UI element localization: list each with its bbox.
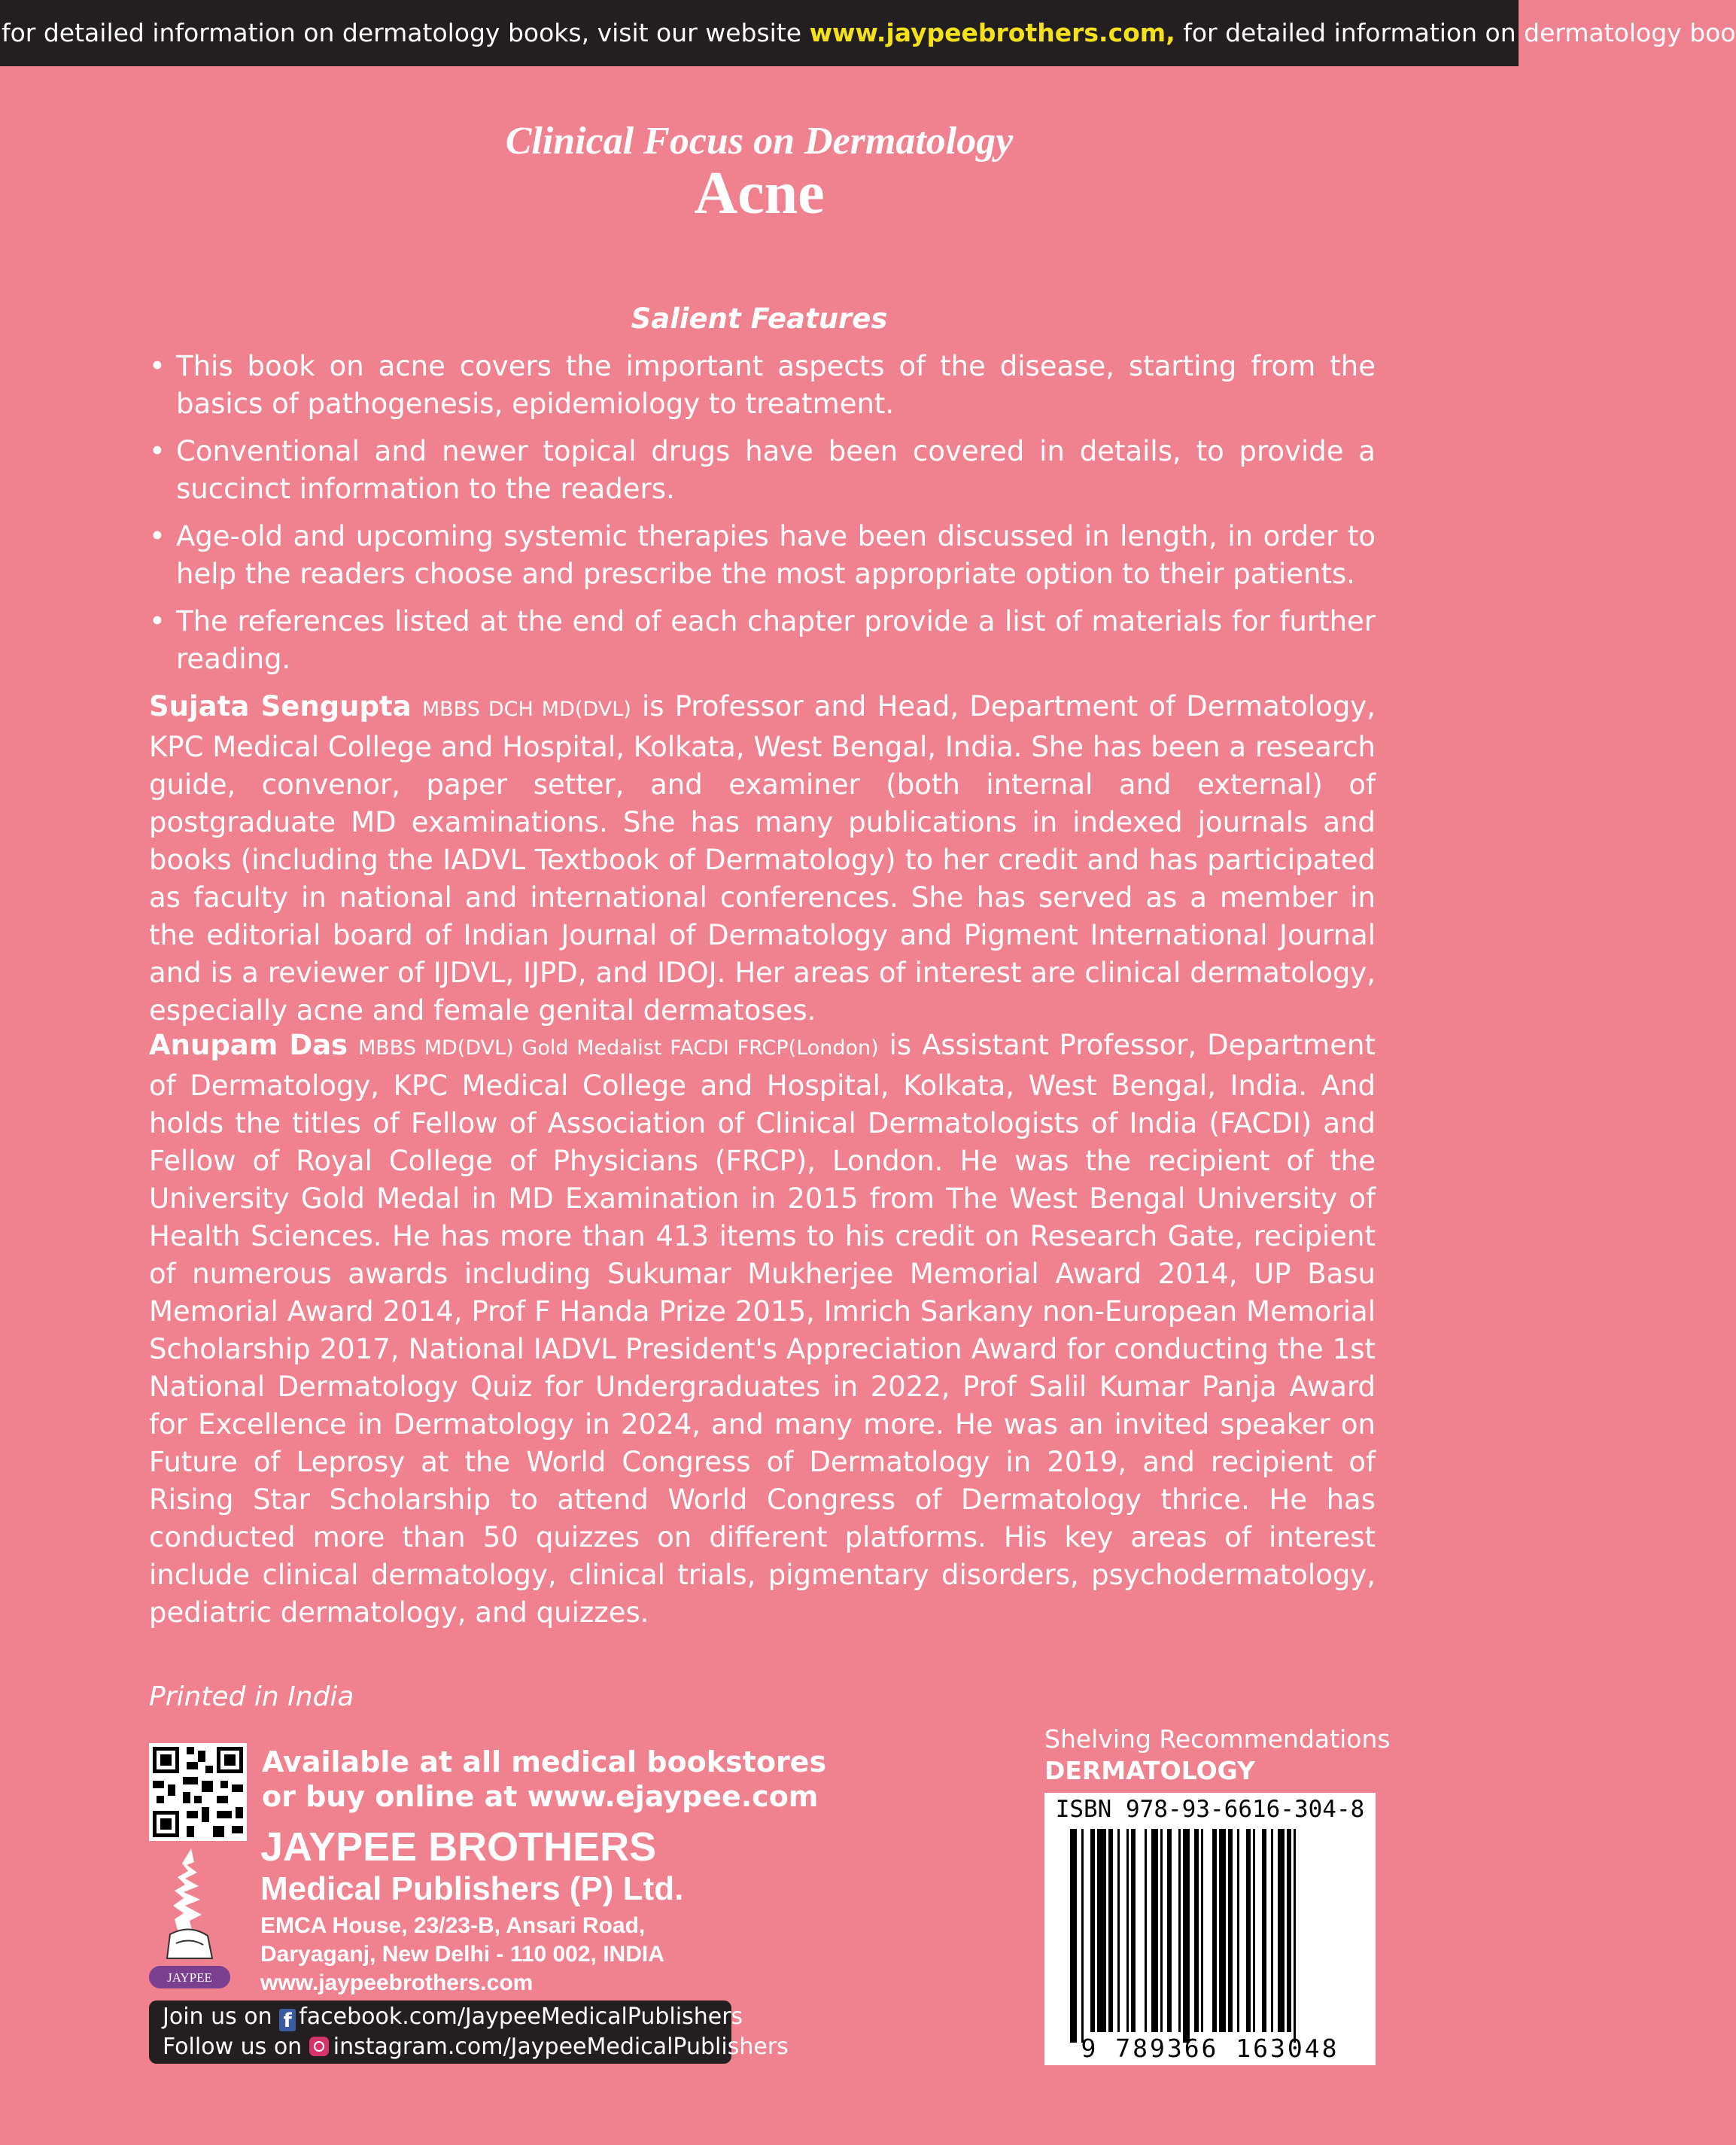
- bullet-icon: •: [149, 520, 166, 552]
- ejaypee-link[interactable]: or buy online at www.ejaypee.com: [262, 1780, 819, 1813]
- publisher-subtitle: Medical Publishers (P) Ltd.: [260, 1870, 684, 1907]
- author-credentials: MBBS MD(DVL) Gold Medalist FACDI FRCP(London): [357, 1036, 879, 1060]
- banner-website-link[interactable]: www.jaypeebrothers.com,: [809, 18, 1175, 47]
- author-name: Anupam Das: [149, 1029, 348, 1061]
- social-label: Follow us on: [163, 2034, 303, 2060]
- author-bio-text: is Assistant Professor, Department of Dermatology, KPC Medical College and Hospital, Kolkata, West Bengal, India. And holds the titles of Fellow of Association of Clinical Dermatologists of India (FACDI) and Fellow of Royal College of Physicians (FRCP), London. He was the recipient of the University Gold Medal in MD Examination in 2015 from The West Bengal University of Health Sciences. He has more than 413 items to his credit on Research Gate, recipient of numerous awards including Sukumar Mukherjee Memorial Award 2014, UP Basu Memorial Award 2014, Prof F Handa Prize 2015, Imrich Sarkany non-European Memorial Scholarship 2017, National IADVL President's Appreciation Award for conducting the 1st National Dermatology Quiz for Undergraduates in 2022, Prof Salil Kumar Panja Award for Excellence in Dermatology in 2024, and many more. He was an invited speaker on Future of Leprosy at the World Congress of Dermatology in 2019, and recipient of Rising Star Scholarship to attend World Congress of Dermatology thrice. He has conducted more than 50 quizzes on different platforms. His key areas of interest include clinical dermatology, clinical trials, pigmentary disorders, psychodermatology, pediatric dermatology, and quizzes.: [149, 1029, 1376, 1629]
- instagram-icon: [309, 2037, 329, 2056]
- jaypee-logo-icon: [147, 1845, 232, 1988]
- bullet-icon: •: [149, 605, 166, 637]
- availability-line: Available at all medical bookstores: [262, 1745, 827, 1778]
- address-line: Daryaganj, New Delhi - 110 002, INDIA: [260, 1942, 664, 1967]
- salient-features-heading: Salient Features: [631, 303, 888, 335]
- facebook-link[interactable]: facebook.com/JaypeeMedicalPublishers: [299, 2004, 743, 2030]
- bullet-icon: •: [149, 435, 166, 467]
- address-line: EMCA House, 23/23-B, Ansari Road,: [260, 1913, 646, 1938]
- feature-item: • This book on acne covers the important aspects of the disease, starting from the basics of pathogenesis, epidemiology to treatment.: [149, 348, 1376, 423]
- salient-features-list: [149, 348, 1376, 688]
- author-name: Sujata Sengupta: [149, 690, 412, 723]
- feature-item: • The references listed at the end of each chapter provide a list of materials for further reading.: [149, 603, 1376, 678]
- isbn-barcode: [1044, 1793, 1376, 2065]
- author-bio-das: [149, 1027, 1376, 1632]
- social-links-box: [149, 2000, 789, 2064]
- bullet-icon: •: [149, 350, 166, 382]
- facebook-icon: f: [279, 2009, 296, 2031]
- publisher-name: JAYPEE BROTHERS: [260, 1824, 657, 1870]
- barcode-digits: 9 789366 163048: [1081, 2034, 1339, 2063]
- feature-item: • Age-old and upcoming systemic therapies have been discussed in length, in order to help the readers choose and prescribe the most appropriate option to their patients.: [149, 518, 1376, 593]
- qr-code-icon[interactable]: [149, 1743, 247, 1841]
- availability-note: [262, 1745, 826, 1814]
- shelving-label: Shelving Recommendations: [1044, 1724, 1391, 1754]
- instagram-link[interactable]: instagram.com/JaypeeMedicalPublishers: [333, 2034, 789, 2060]
- social-label: Join us on: [163, 2004, 272, 2030]
- publisher-website-link[interactable]: www.jaypeebrothers.com: [260, 1970, 534, 1995]
- banner-text-repeat: for detailed information on dermatology boo: [1183, 18, 1736, 47]
- shelving-recommendations: [1044, 1724, 1391, 1787]
- instagram-row: [163, 2032, 789, 2062]
- printed-in: Printed in India: [149, 1681, 354, 1712]
- feature-item: • Conventional and newer topical drugs have been covered in details, to provide a succinct information to the readers.: [149, 433, 1376, 508]
- top-banner: [0, 0, 1736, 66]
- logo-text: JAYPEE: [167, 1970, 212, 1985]
- author-credentials: MBBS DCH MD(DVL): [421, 698, 631, 721]
- shelving-category: DERMATOLOGY: [1044, 1756, 1255, 1785]
- barcode-bars-icon: [1044, 1793, 1376, 2065]
- author-bio-text: is Professor and Head, Department of Dermatology, KPC Medical College and Hospital, Kolkata, West Bengal, India. She has been a research guide, convenor, paper setter, and examiner (both internal and external) of postgraduate MD examinations. She has many publications in indexed journals and books (including the IADVL Textbook of Dermatology) to her credit and has participated as faculty in national and international conferences. She has served as a member in the editorial board of Indian Journal of Dermatology and Pigment International Journal and is a reviewer of IJDVL, IJPD, and IDOJ. Her areas of interest are clinical dermatology, especially acne and female genital dermatoses.: [149, 690, 1376, 1027]
- series-title: Clinical Focus on Dermatology: [505, 120, 1014, 163]
- author-bio-sengupta: [149, 688, 1376, 1030]
- banner-text: for detailed information on dermatology books, visit our website: [2, 18, 802, 47]
- book-title: Acne: [694, 160, 825, 227]
- isbn-number: ISBN 978-93-6616-304-8: [1055, 1796, 1365, 1823]
- facebook-row: [163, 2002, 743, 2032]
- publisher-address: [260, 1912, 664, 1997]
